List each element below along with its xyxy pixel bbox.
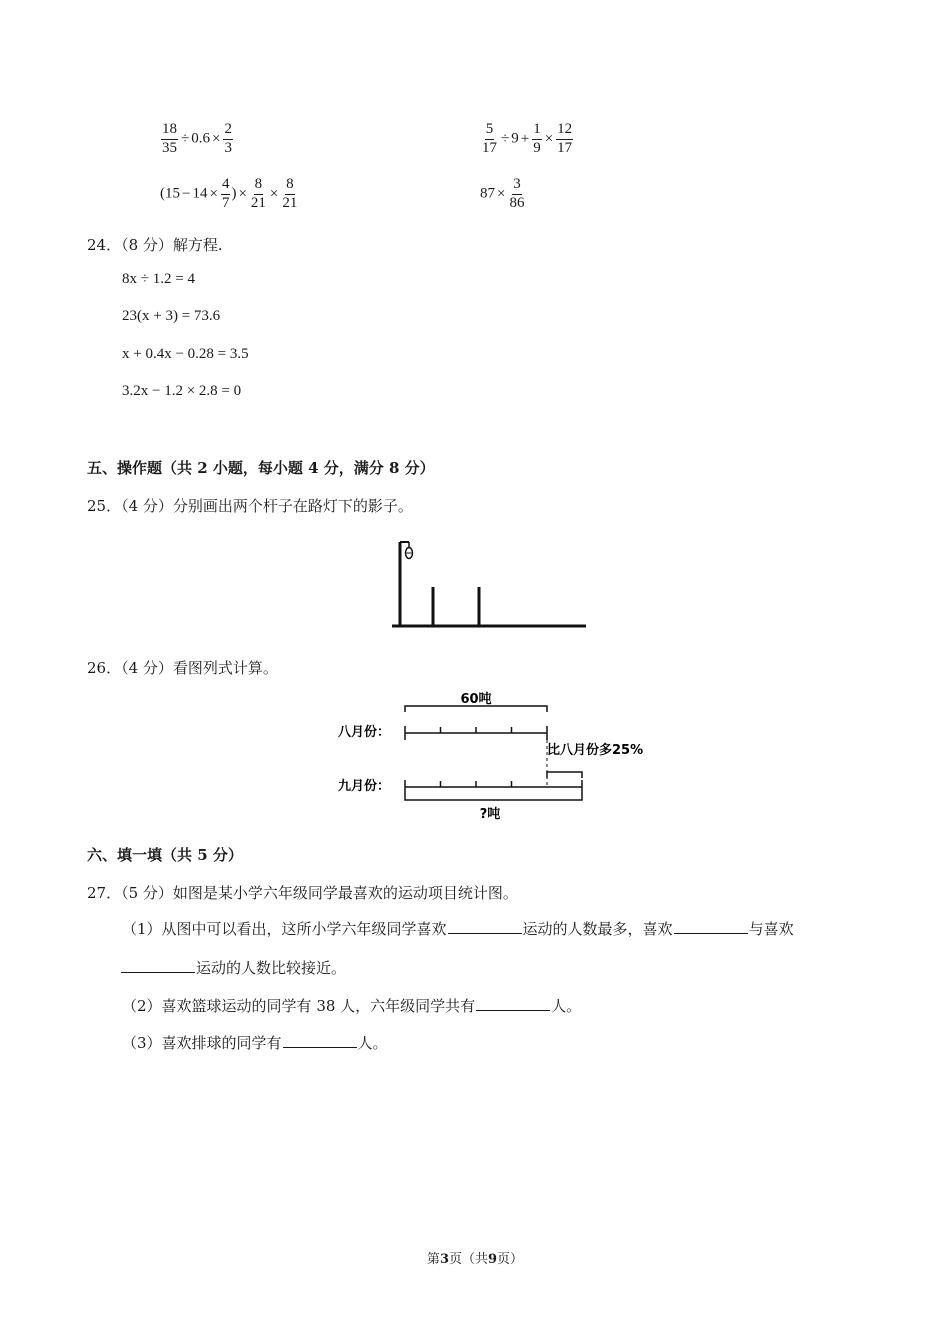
- answer-blank-4[interactable]: [476, 996, 550, 1011]
- denominator: 3: [224, 139, 232, 156]
- row-2-label: 九月份：: [338, 779, 391, 794]
- equation-2: 23(x + 3) = 73.6: [122, 308, 221, 324]
- paren: ): [231, 185, 237, 202]
- operator: ×: [238, 185, 247, 202]
- expression-1: [160, 122, 234, 157]
- operator: −: [182, 185, 191, 202]
- side-label: 比八月份多25%: [547, 743, 644, 758]
- operator: ÷: [501, 130, 510, 147]
- denominator: 21: [282, 194, 298, 211]
- text: （2）喜欢篮球运动的同学有 38 人，六年级同学共有: [122, 997, 476, 1015]
- page-footer: [0, 1248, 950, 1267]
- denominator: 17: [482, 139, 497, 156]
- number: 87: [480, 185, 495, 202]
- extra-brace: [547, 772, 582, 778]
- equation-3: x + 0.4x − 0.28 = 3.5: [122, 346, 249, 362]
- question-27-part-3: [122, 1032, 388, 1053]
- top-label: 60吨: [460, 692, 492, 707]
- operator: ×: [209, 185, 218, 202]
- operator: ÷: [181, 130, 190, 147]
- text: （1）从图中可以看出，这所小学六年级同学喜欢: [122, 920, 447, 938]
- numerator: 1: [532, 122, 542, 140]
- answer-blank-5[interactable]: [283, 1033, 357, 1048]
- denominator: 86: [509, 194, 525, 211]
- text: 人。: [551, 997, 582, 1015]
- question-25-label: 25．（4 分）分别画出两个杆子在路灯下的影子。: [87, 497, 413, 515]
- operator: +: [520, 130, 530, 147]
- bottom-label: ?吨: [479, 807, 501, 822]
- question-27-label: 27．（5 分）如图是某小学六年级同学最喜欢的运动项目统计图。: [87, 884, 518, 902]
- numerator: 18: [161, 122, 178, 140]
- number: (15: [160, 185, 180, 202]
- question-27-part-1: [122, 918, 794, 939]
- question-27-part-2: [122, 995, 581, 1016]
- numerator: 2: [223, 122, 233, 140]
- denominator: 35: [162, 139, 177, 156]
- row-1-label: 八月份：: [338, 725, 391, 740]
- row-2-ticks: [441, 781, 512, 787]
- numerator: 4: [221, 177, 231, 195]
- operator: ×: [211, 130, 221, 147]
- section-5-title: 五、操作题（共 2 小题，每小题 4 分，满分 8 分）: [87, 459, 435, 477]
- denominator: 7: [221, 194, 230, 211]
- numerator: 3: [512, 177, 522, 195]
- streetlight-diagram: [390, 538, 590, 632]
- text: 运动的人数最多，喜欢: [522, 920, 673, 938]
- question-27-part-1-cont: [120, 957, 346, 978]
- answer-blank-3[interactable]: [121, 958, 195, 973]
- denominator: 17: [557, 139, 573, 156]
- footer-text: 页（共: [448, 1252, 488, 1267]
- numerator: 8: [285, 177, 295, 195]
- equation-4: 3.2x − 1.2 × 2.8 = 0: [122, 383, 242, 399]
- text: 人。: [357, 1034, 388, 1052]
- text: 运动的人数比较接近。: [196, 959, 347, 977]
- bottom-brace: [405, 794, 582, 800]
- operator: ×: [497, 185, 506, 202]
- equation-1: 8x ÷ 1.2 = 4: [122, 271, 195, 287]
- expression-4: [480, 177, 526, 212]
- text: 与喜欢: [748, 920, 794, 938]
- numerator: 8: [254, 177, 264, 195]
- row-1-ticks: [441, 727, 512, 733]
- section-6-title: 六、填一填（共 5 分）: [87, 846, 243, 864]
- operator: ×: [269, 185, 279, 202]
- numerator: 5: [485, 122, 495, 140]
- answer-blank-2[interactable]: [674, 919, 748, 934]
- number: 9: [511, 130, 519, 147]
- bar-model-diagram: [330, 690, 660, 830]
- expression-2: [480, 122, 574, 157]
- expression-3: [160, 177, 299, 212]
- question-26-label: 26．（4 分）看图列式计算。: [87, 659, 278, 677]
- total-pages: 9: [488, 1252, 498, 1267]
- page-number: 3: [439, 1252, 449, 1267]
- numerator: 12: [556, 122, 573, 140]
- operator: ×: [544, 130, 554, 147]
- number: 14: [192, 185, 208, 202]
- footer-text: 第: [426, 1252, 440, 1267]
- footer-text: 页）: [497, 1252, 524, 1267]
- text: （3）喜欢排球的同学有: [122, 1034, 282, 1052]
- denominator: 9: [533, 139, 541, 156]
- answer-blank-1[interactable]: [448, 919, 522, 934]
- number: 0.6: [191, 130, 210, 147]
- question-24-label: 24．（8 分）解方程.: [87, 236, 223, 254]
- denominator: 21: [250, 194, 266, 211]
